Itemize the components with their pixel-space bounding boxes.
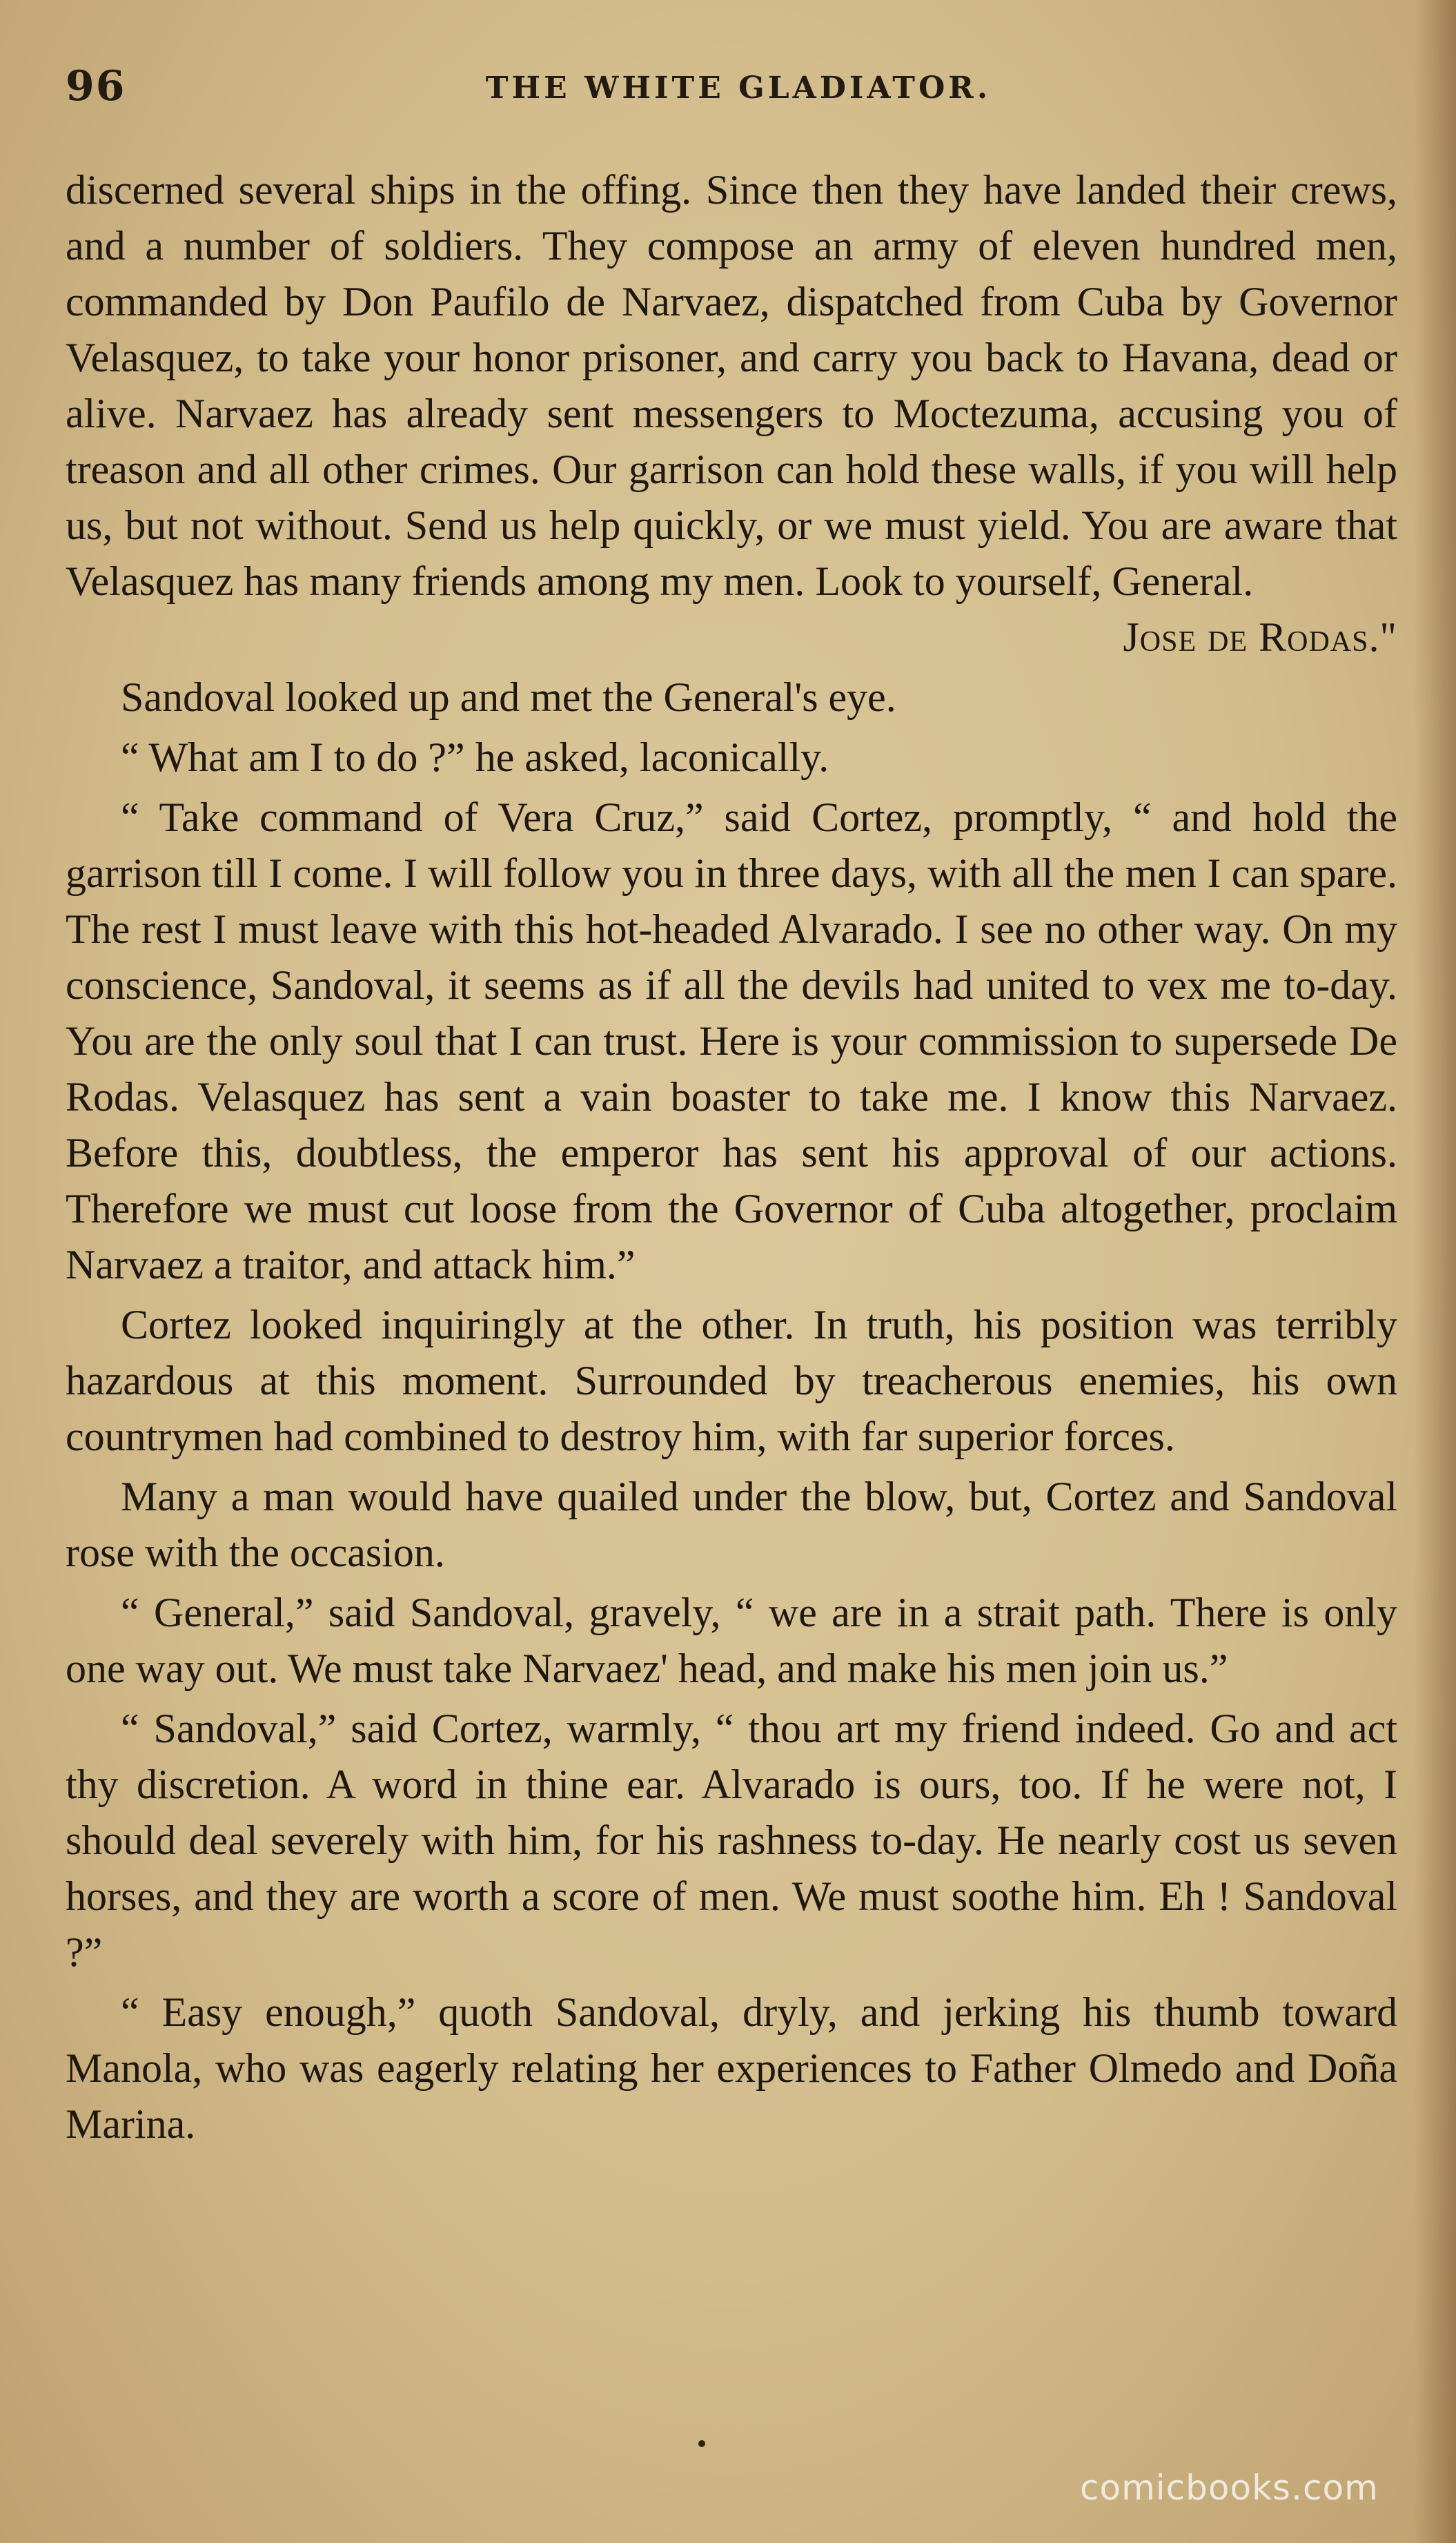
running-title: THE WHITE GLADIATOR. [485,70,992,106]
body-paragraph: “ Sandoval,” said Cortez, warmly, “ thou art my friend indeed. Go and act thy discretion. A word in thine ear. Alvarado is ours, too. If he were not, I should deal severely with him, for his rashness to-day. He nearly cost us seven horses, and they are worth a score of men. We must soothe him. Eh ! Sandoval ?” [66,1706,1397,1975]
print-speck [698,2440,705,2447]
letter-text: discerned several ships in the offing. Since then they have landed their crews, and a number of soldiers. They compose an army of eleven hundred men, commanded by Don Paufilo de Narvaez, dispatched from Cuba by Governor Velasquez, to take your honor prisoner, and carry you back to Havana, dead or alive. Narvaez has already sent messengers to Moctezuma, accusing you of treason and all other crimes. Our garrison can hold these walls, if you will help us, but not without. Send us help quickly, or we must yield. You are aware that Velasquez has many friends among my men. Look to yourself, General. [66,167,1397,604]
page-number: 96 [66,62,126,110]
watermark: comicbooks.com [1080,2468,1379,2508]
letter-paragraph [66,162,1397,660]
body-paragraph: “ Take command of Vera Cruz,” said Cortez, promptly, “ and hold the garrison till I come. I will follow you in three days, with all the men I can spare. The rest I must leave with this hot-headed Alvarado. I see no other way. On my conscience, Sandoval, it seems as if all the devils had united to vex me to-day. You are the only soul that I can trust. Here is your commission to supersede De Rodas. Velasquez has sent a vain boaster to take me. I know this Narvaez. Before this, doubtless, the emperor has sent his approval of our actions. Therefore we must cut loose from the Governor of Cuba altogether, proclaim Narvaez a traitor, and attack him.” [66,795,1397,1287]
page-header [66,62,1411,117]
body-paragraph: Sandoval looked up and met the General's eye. [121,674,896,720]
letter-signature: Jose de Rodas." [1123,614,1397,660]
body-paragraph: Cortez looked inquiringly at the other. In truth, his position was terribly hazardous at this moment. Surrounded by treacherous enemies, his own countrymen had combined to destroy him, with far superior forces. [66,1302,1397,1459]
body-paragraph: “ General,” said Sandoval, gravely, “ we are in a strait path. There is only one way out. We must take Narvaez' head, and make his men join us.” [66,1590,1397,1691]
page-body [66,162,1397,2152]
body-paragraph: “ Easy enough,” quoth Sandoval, dryly, and jerking his thumb toward Manola, who was eagerly relating her experiences to Father Olmedo and Doña Marina. [66,1989,1397,2147]
body-paragraph: “ What am I to do ?” he asked, laconically. [121,734,829,780]
body-paragraph: Many a man would have quailed under the blow, but, Cortez and Sandoval rose with the occasion. [66,1474,1397,1575]
